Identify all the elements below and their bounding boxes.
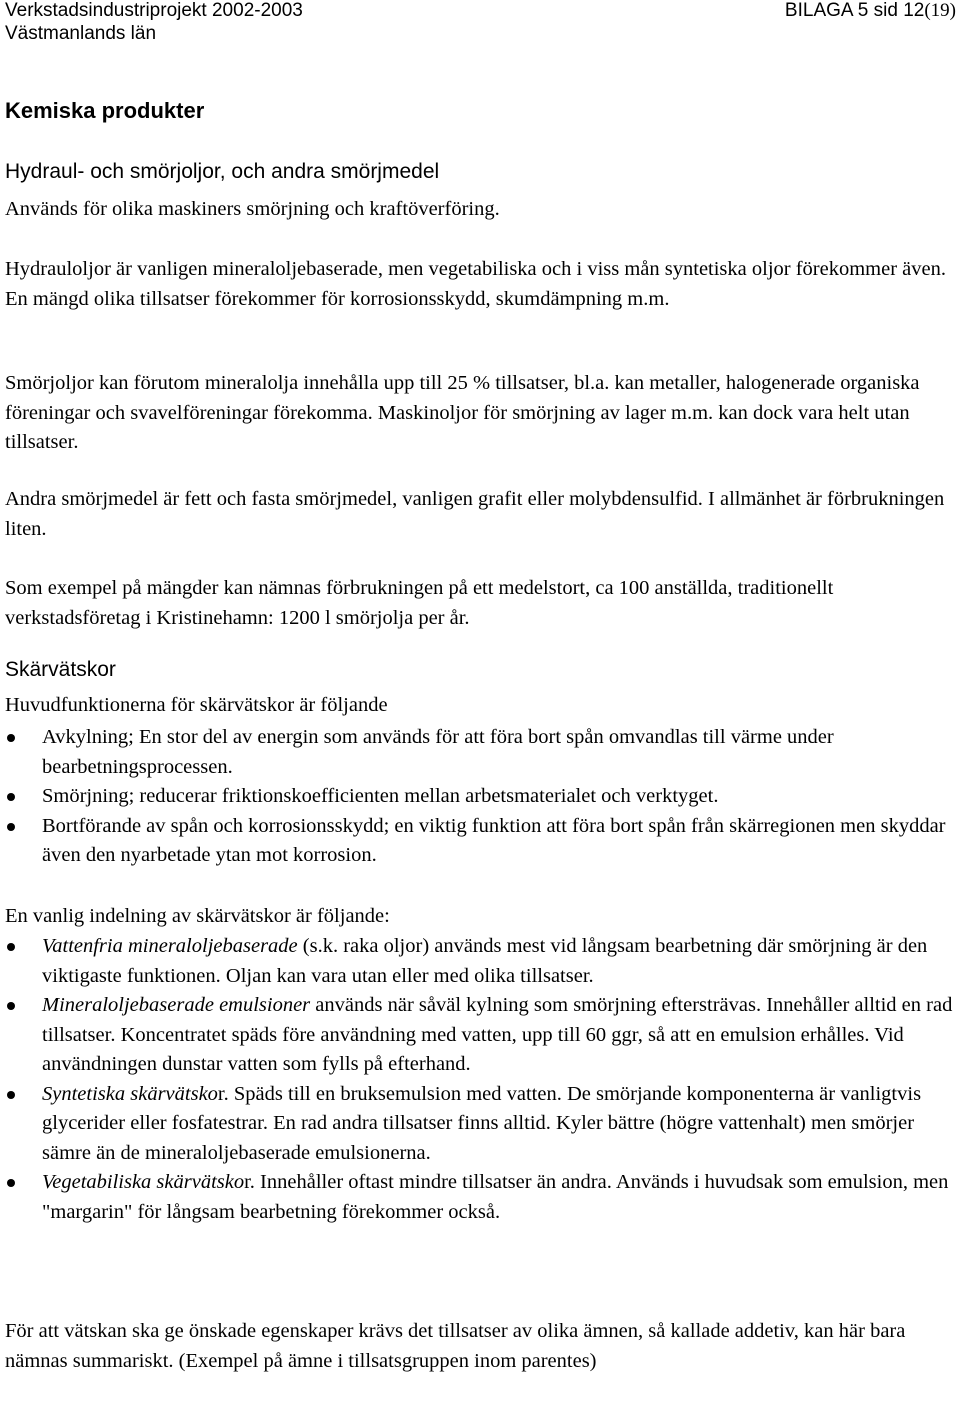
functions-list <box>5 723 957 871</box>
list-item: Bortförande av spån och korrosionsskydd; en viktig funktion att föra bort spån från skärregionen men skyddar även den nyarbetade ytan mot korrosion. <box>5 812 957 871</box>
bullet-icon <box>7 793 15 801</box>
section-heading-cutting-fluids: Skärvätskor <box>5 658 116 681</box>
paragraph-classification-intro: En vanlig indelning av skärvätskor är följande: <box>5 905 390 927</box>
list-item: Smörjning; reducerar friktionskoefficienten mellan arbetsmaterialet och verktyget. <box>5 782 957 812</box>
type-term: Mineraloljebaserade emulsioner <box>42 994 311 1016</box>
section-heading-chemical-products: Kemiska produkter <box>5 98 205 123</box>
bullet-icon <box>7 734 15 742</box>
list-item: Vattenfria mineraloljebaserade (s.k. raka oljor) används mest vid långsam bearbetning där smörjning är den viktigaste funktionen. Oljan kan vara utan eller med olika tillsatser. <box>5 932 957 991</box>
type-term: Vegetabiliska skärvätsko <box>42 1171 245 1193</box>
list-item: Mineraloljebaserade emulsioner används när såväl kylning som smörjning eftersträvas. Innehåller alltid en rad tillsatser. Koncentratet späds före användning med vatten, upp till 60 ggr, så att en emulsion erhålles. Vid användningen dunstar vatten som fylls på efterhand. <box>5 991 957 1080</box>
bullet-icon <box>7 1002 15 1010</box>
bullet-icon <box>7 1179 15 1187</box>
paragraph-hydraulic-oils: Hydrauloljor är vanligen mineraloljebaserade, men vegetabiliska och i viss mån syntetiska oljor förekommer även. En mängd olika tillsatser förekommer för korrosionsskydd, skumdämpning m.m. <box>5 258 946 310</box>
paragraph-consumption-example: Som exempel på mängder kan nämnas förbrukningen på ett medelstort, ca 100 anställda, traditionellt verkstadsföretag i Kristinehamn: 1200 l smörjolja per år. <box>5 577 834 629</box>
types-list <box>5 932 957 1227</box>
paragraph-lubricating-oils: Smörjoljor kan förutom mineralolja innehålla upp till 25 % tillsatser, bl.a. kan metaller, halogenerade organiska föreningar och svavelföreningar förekomma. Maskinoljor för smörjning av lager m.m. kan dock vara helt utan tillsatser. <box>5 372 920 453</box>
type-term: Vattenfria mineraloljebaserade <box>42 935 298 957</box>
list-item: Vegetabiliska skärvätskor. Innehåller oftast mindre tillsatser än andra. Används i huvudsak som emulsion, men "margarin" för långsam bearbetning förekommer också. <box>5 1168 957 1227</box>
paragraph-additives: För att vätskan ska ge önskade egenskaper krävs det tillsatser av olika ämnen, så kallade addetiv, kan här bara nämnas summariskt. (Exempel på ämne i tillsatsgruppen inom parentes) <box>5 1320 906 1372</box>
subheading-oils: Hydraul- och smörjoljor, och andra smörjmedel <box>5 160 440 183</box>
paragraph-usage: Används för olika maskiners smörjning och kraftöverföring. <box>5 198 500 220</box>
bullet-icon <box>7 1091 15 1099</box>
header-appendix <box>785 0 956 22</box>
bullet-icon <box>7 943 15 951</box>
appendix-total: (19) <box>924 0 956 21</box>
appendix-page: BILAGA 5 sid 12 <box>784 0 925 21</box>
header-county: Västmanlands län <box>5 23 157 44</box>
list-item: Syntetiska skärvätskor. Späds till en bruksemulsion med vatten. De smörjande komponenterna är vanligtvis glycerider eller fosfatestrar. En rad andra tillsatser finns alltid. Kyler bättre (högre vattenhalt) men smörjer sämre än de mineraloljebaserade emulsionerna. <box>5 1080 957 1169</box>
paragraph-other-lubricants: Andra smörjmedel är fett och fasta smörjmedel, vanligen grafit eller molybdensulfid. I allmänhet är förbrukningen liten. <box>5 488 945 540</box>
header-project: Verkstadsindustriprojekt 2002-2003 <box>5 0 303 21</box>
bullet-icon <box>7 823 15 831</box>
paragraph-main-functions-intro: Huvudfunktionerna för skärvätskor är följande <box>5 694 388 716</box>
type-term: Syntetiska skärvätsko <box>42 1082 218 1105</box>
list-item: Avkylning; En stor del av energin som används för att föra bort spån omvandlas till värme under bearbetningsprocessen. <box>5 723 957 782</box>
